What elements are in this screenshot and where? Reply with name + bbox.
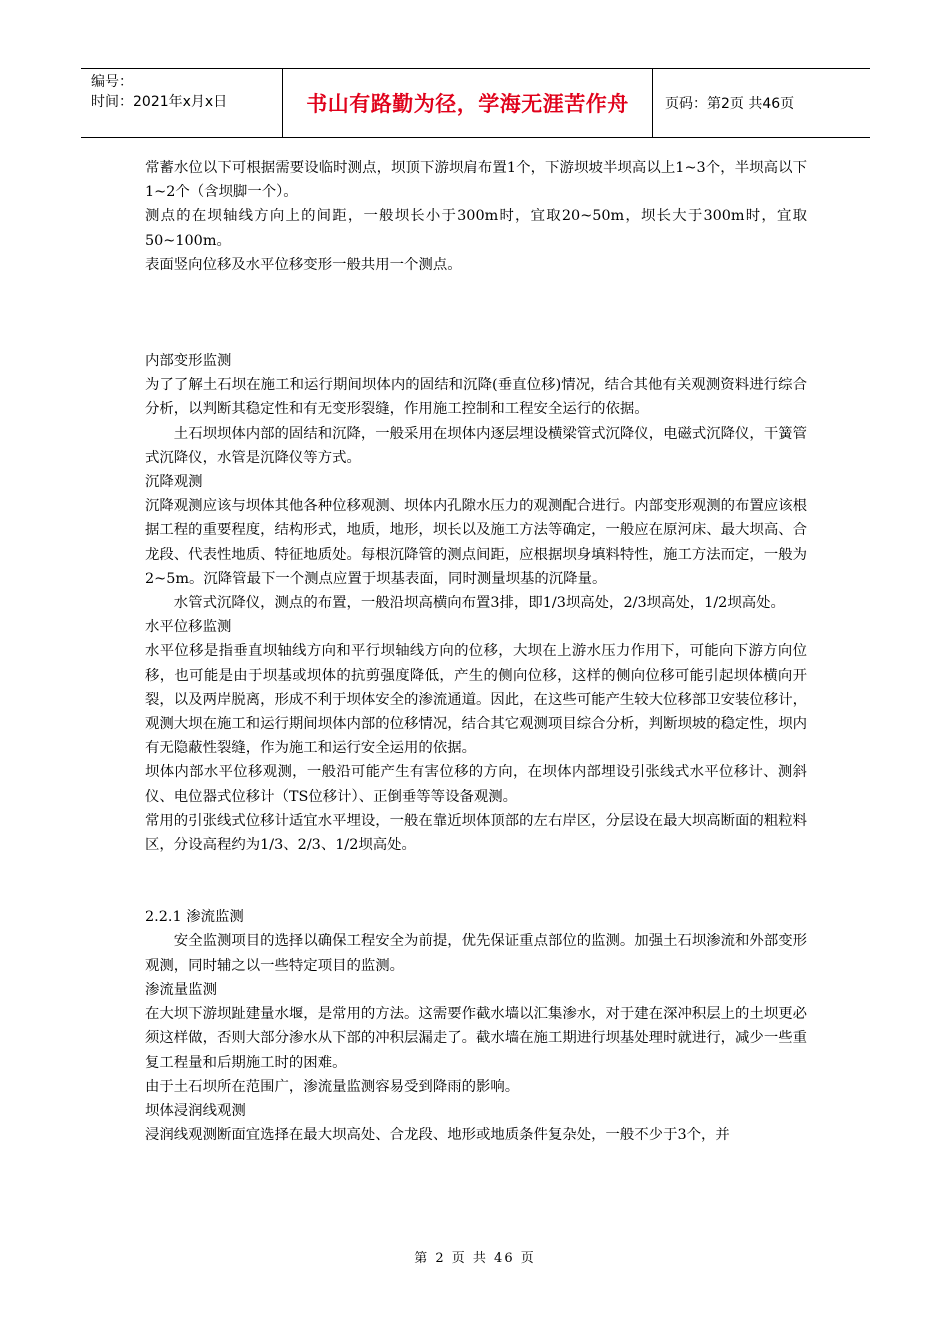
header-meta-cell (81, 69, 283, 137)
paragraph: 表面竖向位移及水平位移变形一般共用一个测点。 (145, 256, 462, 273)
paragraph: 浸润线观测断面宜选择在最大坝高处、合龙段、地形或地质条件复杂处，一般不少于3个，并 (145, 1127, 730, 1144)
page-header (81, 68, 870, 138)
header-page-cell (653, 69, 870, 137)
paragraph: 土石坝坝体内部的固结和沉降，一般采用在坝体内逐层埋设横梁管式沉降仪，电磁式沉降仪，干簧管式沉降仪，水管是沉降仪等方式。 (145, 425, 807, 466)
paragraph: 安全监测项目的选择以确保工程安全为前提，优先保证重点部位的监测。加强土石坝渗流和外部变形观测，同时辅之以一些特定项目的监测。 (145, 933, 807, 974)
spacer (145, 277, 807, 349)
page-footer (0, 1247, 950, 1266)
paragraph: 水平位移是指垂直坝轴线方向和平行坝轴线方向的位移，大坝在上游水压力作用下，可能向下游方向位移，也可能是由于坝基或坝体的抗剪强度降低，产生的侧向位移，这样的侧向位移可能引起坝体横向开裂，以及两岸脱离，形成不利于坝体安全的渗流通道。因此，在这些可能产生较大位移部卫安装位移计，观测大坝在施工和运行期间坝体内部的位移情况，结合其它观测项目综合分析，判断坝坡的稳定性，坝内有无隐蔽性裂缝，作为施工和运行安全运用的依据。 (145, 643, 807, 757)
document-number: 编号： (91, 74, 133, 90)
document-date: 时间：2021年x月x日 (91, 94, 228, 110)
section-heading: 内部变形监测 (145, 353, 232, 370)
section-heading: 沉降观测 (145, 474, 203, 491)
spacer (145, 857, 807, 905)
footer-page-number: 第 2 页 共 46 页 (414, 1251, 536, 1266)
paragraph: 测点的在坝轴线方向上的间距，一般坝长小于300m时，宜取20~50m，坝长大于300m时，宜取50~100m。 (145, 208, 807, 249)
paragraph: 为了了解土石坝在施工和运行期间坝体内的固结和沉降(垂直位移)情况，结合其他有关观测资料进行综合分析，以判断其稳定性和有无变形裂缝，作用施工控制和工程安全运行的依据。 (145, 377, 807, 418)
motto-text: 书山有路勤为径，学海无涯苦作舟 (306, 92, 629, 116)
paragraph: 水管式沉降仪，测点的布置，一般沿坝高横向布置3排，即1/3坝高处，2/3坝高处，1/2坝高处。 (173, 595, 785, 612)
paragraph: 在大坝下游坝趾建量水堰，是常用的方法。这需要作截水墙以汇集渗水，对于建在深冲积层上的土坝更必须这样做，否则大部分渗水从下部的冲积层漏走了。截水墙在施工期进行坝基处理时就进行，减少一些重复工程量和后期施工时的困难。 (145, 1006, 807, 1071)
paragraph: 沉降观测应该与坝体其他各种位移观测、坝体内孔隙水压力的观测配合进行。内部变形观测的布置应该根据工程的重要程度，结构形式，地质，地形，坝长以及施工方法等确定，一般应在原河床、最大坝高、合龙段、代表性地质、特征地质处。每根沉降管的测点间距，应根据坝身填料特性，施工方法而定，一般为2~5m。沉降管最下一个测点应置于坝基表面，同时测量坝基的沉降量。 (145, 498, 807, 587)
document-body (145, 156, 807, 1147)
section-heading: 2.2.1 渗流监测 (145, 909, 244, 926)
header-motto-cell (283, 69, 653, 137)
header-page-number: 页码：第2页 共46页 (665, 96, 795, 112)
section-heading: 坝体浸润线观测 (145, 1102, 246, 1119)
paragraph: 由于土石坝所在范围广，渗流量监测容易受到降雨的影响。 (145, 1078, 520, 1095)
paragraph: 坝体内部水平位移观测，一般沿可能产生有害位移的方向，在坝体内部埋设引张线式水平位移计、测斜仪、电位器式位移计（TS位移计）、正倒垂等等设备观测。 (145, 764, 807, 805)
paragraph: 常蓄水位以下可根据需要设临时测点，坝顶下游坝肩布置1个，下游坝坡半坝高以上1~3个，半坝高以下1~2个（含坝脚一个）。 (145, 160, 807, 201)
section-heading: 渗流量监测 (145, 981, 217, 998)
paragraph: 常用的引张线式位移计适宜水平埋设，一般在靠近坝体顶部的左右岸区，分层设在最大坝高断面的粗粒料区，分设高程约为1/3、2/3、1/2坝高处。 (145, 812, 807, 854)
section-heading: 水平位移监测 (145, 619, 232, 636)
